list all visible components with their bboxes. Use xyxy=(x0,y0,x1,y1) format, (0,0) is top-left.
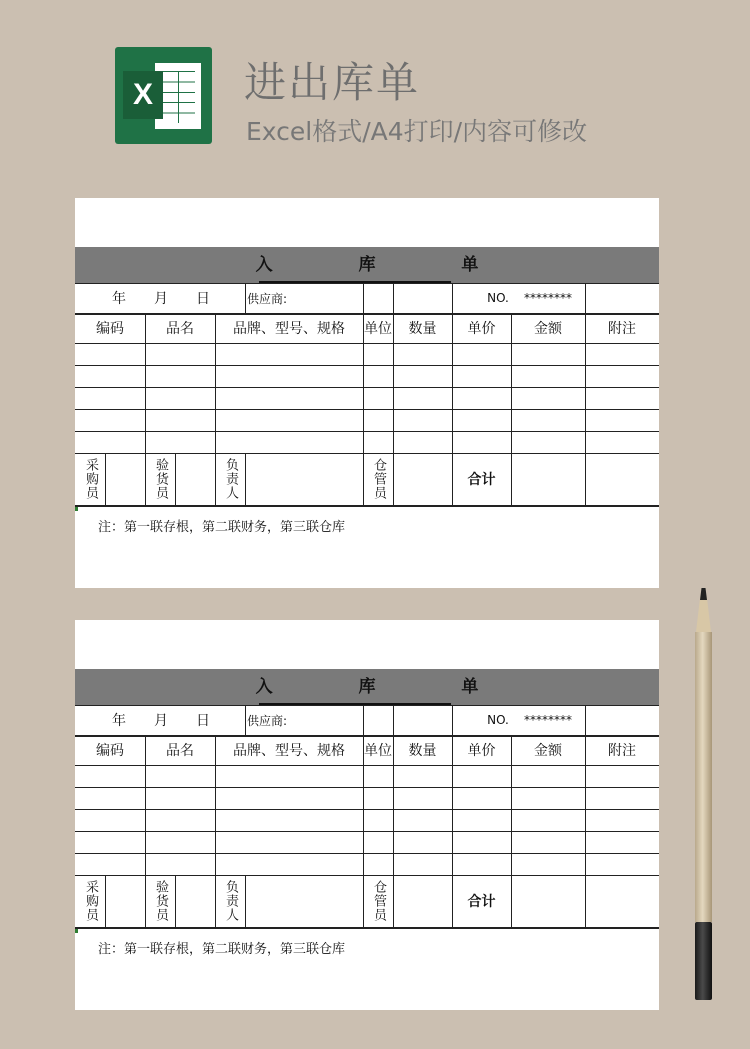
table-cell[interactable] xyxy=(511,787,585,809)
table-cell[interactable] xyxy=(585,343,659,365)
inspector-signature[interactable] xyxy=(175,875,215,927)
table-row-line xyxy=(75,505,659,507)
purchaser-signature[interactable] xyxy=(105,453,145,505)
date-year: 年 xyxy=(112,713,126,729)
column-header: 编码 xyxy=(96,321,124,337)
column-header: 单位 xyxy=(364,743,392,759)
table-cell[interactable] xyxy=(363,765,393,787)
table-cell[interactable] xyxy=(215,431,363,453)
total-label: 合计 xyxy=(467,472,496,488)
table-cell[interactable] xyxy=(215,765,363,787)
table-cell[interactable] xyxy=(585,853,659,875)
table-cell[interactable] xyxy=(145,365,215,387)
supplier-field[interactable] xyxy=(307,705,363,735)
column-header: 编码 xyxy=(96,743,124,759)
table-cell[interactable] xyxy=(511,853,585,875)
column-header: 金额 xyxy=(534,321,562,337)
table-cell[interactable] xyxy=(585,831,659,853)
date-year: 年 xyxy=(112,291,126,307)
table-cell[interactable] xyxy=(585,409,659,431)
table-cell[interactable] xyxy=(75,809,145,831)
table-cell[interactable] xyxy=(363,431,393,453)
table-cell[interactable] xyxy=(452,365,511,387)
column-header: 金额 xyxy=(534,743,562,759)
supplier-field[interactable] xyxy=(307,283,363,313)
table-cell[interactable] xyxy=(215,787,363,809)
table-cell[interactable] xyxy=(452,809,511,831)
table-cell[interactable] xyxy=(393,343,452,365)
table-cell[interactable] xyxy=(452,853,511,875)
table-cell[interactable] xyxy=(75,765,145,787)
excel-grid-shape xyxy=(163,71,195,123)
column-header: 数量 xyxy=(408,321,437,337)
table-cell[interactable] xyxy=(452,387,511,409)
table-cell[interactable] xyxy=(145,409,215,431)
receipt-form-1 xyxy=(75,198,659,588)
column-header: 单价 xyxy=(467,743,496,759)
cell-divider xyxy=(585,283,586,313)
table-row-line xyxy=(75,927,659,929)
excel-icon xyxy=(115,47,212,144)
title-band xyxy=(75,247,659,283)
cell-divider xyxy=(585,705,586,735)
table-cell[interactable] xyxy=(585,387,659,409)
table-cell[interactable] xyxy=(145,387,215,409)
table-cell[interactable] xyxy=(363,787,393,809)
inspector-signature[interactable] xyxy=(175,453,215,505)
no-label: NO. xyxy=(487,713,509,727)
table-cell[interactable] xyxy=(511,387,585,409)
keeper-signature[interactable] xyxy=(393,875,452,927)
table-cell[interactable] xyxy=(452,831,511,853)
table-cell[interactable] xyxy=(75,787,145,809)
table-cell[interactable] xyxy=(215,409,363,431)
keeper-label: 仓管员 xyxy=(371,458,386,500)
table-cell[interactable] xyxy=(363,343,393,365)
table-cell[interactable] xyxy=(585,809,659,831)
purchaser-label: 采购员 xyxy=(83,458,98,500)
table-cell[interactable] xyxy=(75,831,145,853)
table-cell[interactable] xyxy=(75,853,145,875)
pencil-icon xyxy=(691,588,716,1006)
date-month: 月 xyxy=(154,291,168,307)
column-header: 数量 xyxy=(408,743,437,759)
table-cell[interactable] xyxy=(145,809,215,831)
table-cell[interactable] xyxy=(363,831,393,853)
table-cell[interactable] xyxy=(393,831,452,853)
cell-divider xyxy=(245,705,246,735)
table-cell[interactable] xyxy=(215,387,363,409)
table-cell[interactable] xyxy=(452,787,511,809)
signature-divider xyxy=(585,875,586,927)
column-header: 附注 xyxy=(608,743,636,759)
table-cell[interactable] xyxy=(145,831,215,853)
table-cell[interactable] xyxy=(511,831,585,853)
date-month: 月 xyxy=(154,713,168,729)
table-cell[interactable] xyxy=(75,387,145,409)
table-cell[interactable] xyxy=(393,387,452,409)
form-table xyxy=(75,283,659,507)
date-day: 日 xyxy=(196,713,210,729)
purchaser-signature[interactable] xyxy=(105,875,145,927)
page-subtitle: Excel格式/A4打印/内容可修改 xyxy=(246,117,588,146)
manager-label: 负责人 xyxy=(223,880,238,922)
table-cell[interactable] xyxy=(215,853,363,875)
table-cell[interactable] xyxy=(75,343,145,365)
cell-divider xyxy=(452,283,453,313)
column-header: 品名 xyxy=(166,321,194,337)
purchaser-label: 采购员 xyxy=(83,880,98,922)
table-cell[interactable] xyxy=(511,765,585,787)
manager-label: 负责人 xyxy=(223,458,238,500)
receipt-form-2 xyxy=(75,620,659,1010)
table-cell[interactable] xyxy=(511,365,585,387)
form-note: 注：第一联存根，第二联财务，第三联仓库 xyxy=(98,942,346,957)
table-cell[interactable] xyxy=(363,853,393,875)
table-cell[interactable] xyxy=(393,365,452,387)
table-cell[interactable] xyxy=(452,765,511,787)
keeper-signature[interactable] xyxy=(393,453,452,505)
table-cell[interactable] xyxy=(215,343,363,365)
table-cell[interactable] xyxy=(452,409,511,431)
table-cell[interactable] xyxy=(585,787,659,809)
column-header: 品牌、型号、规格 xyxy=(233,321,345,337)
date-day: 日 xyxy=(196,291,210,307)
supplier-label: 供应商: xyxy=(247,291,288,306)
cell-marker xyxy=(75,507,78,511)
cell-marker xyxy=(75,929,78,933)
table-cell[interactable] xyxy=(511,431,585,453)
table-cell[interactable] xyxy=(363,809,393,831)
table-cell[interactable] xyxy=(145,787,215,809)
table-cell[interactable] xyxy=(393,853,452,875)
cell-divider xyxy=(245,283,246,313)
table-cell[interactable] xyxy=(511,343,585,365)
table-cell[interactable] xyxy=(363,409,393,431)
table-cell[interactable] xyxy=(215,365,363,387)
cell-divider xyxy=(393,283,394,313)
form-title: 入 库 单 xyxy=(255,677,519,697)
table-cell[interactable] xyxy=(393,765,452,787)
table-cell[interactable] xyxy=(145,765,215,787)
table-cell[interactable] xyxy=(215,831,363,853)
column-header: 品名 xyxy=(166,743,194,759)
form-table xyxy=(75,705,659,929)
table-cell[interactable] xyxy=(393,809,452,831)
table-cell[interactable] xyxy=(75,409,145,431)
total-value[interactable] xyxy=(511,453,585,505)
column-header: 品牌、型号、规格 xyxy=(233,743,345,759)
no-label: NO. xyxy=(487,291,509,305)
table-cell[interactable] xyxy=(363,365,393,387)
cell-divider xyxy=(393,705,394,735)
inspector-label: 验货员 xyxy=(153,458,168,500)
total-value[interactable] xyxy=(511,875,585,927)
table-cell[interactable] xyxy=(585,431,659,453)
total-label: 合计 xyxy=(467,894,496,910)
table-cell[interactable] xyxy=(75,365,145,387)
form-title: 入 库 单 xyxy=(255,255,519,275)
no-value: ******** xyxy=(524,713,572,727)
table-cell[interactable] xyxy=(393,787,452,809)
keeper-label: 仓管员 xyxy=(371,880,386,922)
cell-divider xyxy=(452,705,453,735)
title-band xyxy=(75,669,659,705)
signature-divider xyxy=(585,453,586,505)
cell-divider xyxy=(363,705,364,735)
table-cell[interactable] xyxy=(393,409,452,431)
table-cell[interactable] xyxy=(585,365,659,387)
form-note: 注：第一联存根，第二联财务，第三联仓库 xyxy=(98,520,346,535)
excel-letter: X xyxy=(123,71,163,119)
table-cell[interactable] xyxy=(452,431,511,453)
table-cell[interactable] xyxy=(363,387,393,409)
supplier-label: 供应商: xyxy=(247,713,288,728)
table-cell[interactable] xyxy=(452,343,511,365)
manager-signature[interactable] xyxy=(245,875,363,927)
table-cell[interactable] xyxy=(393,431,452,453)
table-cell[interactable] xyxy=(511,409,585,431)
column-header: 单位 xyxy=(364,321,392,337)
table-cell[interactable] xyxy=(511,809,585,831)
column-header: 单价 xyxy=(467,321,496,337)
page-title: 进出库单 xyxy=(244,58,421,107)
table-cell[interactable] xyxy=(145,431,215,453)
table-cell[interactable] xyxy=(585,765,659,787)
table-cell[interactable] xyxy=(145,343,215,365)
table-cell[interactable] xyxy=(215,809,363,831)
table-cell[interactable] xyxy=(145,853,215,875)
table-cell[interactable] xyxy=(75,431,145,453)
no-value: ******** xyxy=(524,291,572,305)
column-header: 附注 xyxy=(608,321,636,337)
cell-divider xyxy=(363,283,364,313)
inspector-label: 验货员 xyxy=(153,880,168,922)
manager-signature[interactable] xyxy=(245,453,363,505)
